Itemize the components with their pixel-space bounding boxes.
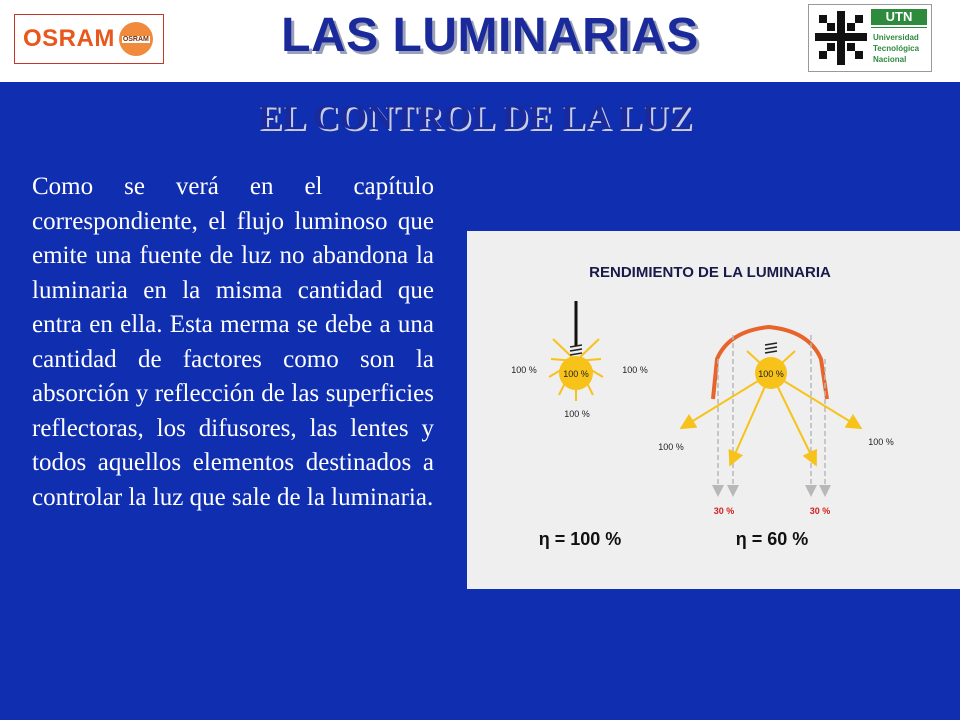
- utn-line1: Universidad: [873, 33, 919, 42]
- header-bar: [0, 0, 960, 82]
- lamp-flux-right: 100 %: [758, 369, 784, 379]
- right-lamp-left-label: 100 %: [658, 442, 684, 452]
- figure-title: RENDIMIENTO DE LA LUMINARIA: [589, 264, 831, 281]
- body-paragraph: Como se verá en el capítulo correspondiente, el flujo luminoso que emite una fuente de luz no abandona la luminaria en la misma cantidad que entra en ella. Esta merma se debe a una cantidad de factores como son la absorción y reflección de las superficies reflectoras, los difusores, las lentes y todos aquellos elementos destinados a controlar la luz que sale de la luminaria.: [32, 173, 434, 511]
- utn-line3: Nacional: [873, 55, 907, 64]
- loss-left-label: 30 %: [713, 506, 735, 516]
- efficiency-right: η = 60 %: [735, 529, 809, 549]
- section-subtitle: EL CONTROL DE LA LUZ: [257, 97, 693, 137]
- lamp-flux-left: 100 %: [563, 369, 589, 379]
- page-title: LAS LUMINARIAS: [281, 9, 699, 62]
- left-lamp-left-label: 100 %: [511, 365, 537, 375]
- utn-emblem-icon: [813, 9, 869, 67]
- utn-divider: [871, 27, 927, 28]
- osram-logo-text: OSRAM: [23, 25, 115, 52]
- left-lamp-right-label: 100 %: [622, 365, 648, 375]
- utn-logo: [808, 4, 932, 72]
- efficiency-left: η = 100 %: [538, 529, 622, 549]
- right-lamp-right-label: 100 %: [868, 437, 894, 447]
- utn-name: UTN: [871, 9, 927, 25]
- utn-line2: Tecnológica: [873, 44, 920, 53]
- luminaire-efficiency-figure: [467, 231, 960, 589]
- left-lamp-bottom-label: 100 %: [564, 409, 590, 419]
- loss-right-label: 30 %: [809, 506, 831, 516]
- osram-badge-text: OSRAM: [122, 35, 149, 43]
